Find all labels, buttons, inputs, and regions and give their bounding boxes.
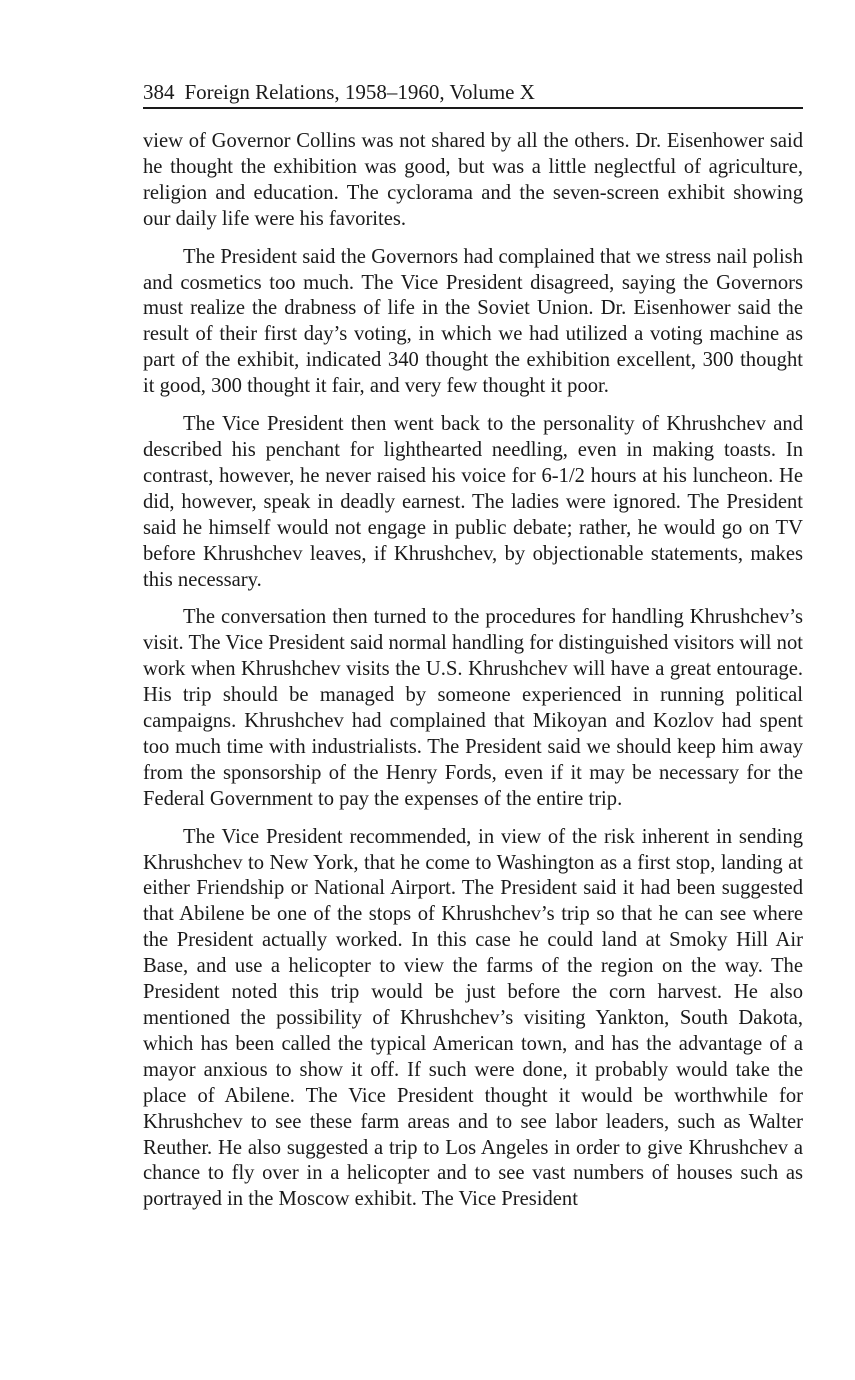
body-text bbox=[143, 129, 803, 1213]
paragraph-continued: view of Governor Collins was not shared by all the others. Dr. Eisenhower said he thought the exhibition was good, but was a little neglectful of agriculture, religion and education. The cyclorama and the seven-screen exhibit showing our daily life were his favorites. bbox=[143, 130, 803, 230]
document-page bbox=[143, 78, 803, 1225]
running-header bbox=[143, 78, 803, 109]
paragraph: The Vice President recommended, in view of the risk inherent in sending Khrushchev to New York, that he come to Washington as a first stop, landing at either Friendship or National Airport. The President said it had been suggested that Abilene be one of the stops of Khrushchev’s trip so that he can see where the President actually worked. In this case he could land at Smoky Hill Air Base, and use a helicopter to view the farms of the region on the way. The President noted this trip would be just before the corn harvest. He also mentioned the possibility of Khrushchev’s visiting Yankton, South Dakota, which has been called the typical American town, and has the advantage of a mayor anxious to show it off. If such were done, it probably would take the place of Abilene. The Vice President thought it would be worthwhile for Khrushchev to see these farm areas and to see labor leaders, such as Walter Reuther. He also suggested a trip to Los Angeles in order to give Khrushchev a chance to fly over in a helicopter and to see vast numbers of houses such as portrayed in the Moscow exhibit. The Vice President bbox=[143, 825, 803, 1211]
paragraph: The President said the Governors had complained that we stress nail polish and cosmetics too much. The Vice President disagreed, saying the Governors must realize the drabness of life in the Soviet Union. Dr. Eisenhower said the result of their first day’s voting, in which we had utilized a voting machine as part of the exhibit, indicated 340 thought the exhibition excellent, 300 thought it good, 300 thought it fair, and very few thought it poor. bbox=[143, 245, 803, 398]
paragraph: The conversation then turned to the procedures for handling Khrushchev’s visit. The Vice President said normal handling for distinguished visitors will not work when Khrushchev visits the U.S. Khrushchev will have a great entourage. His trip should be managed by someone experienced in running political campaigns. Khrushchev had complained that Mikoyan and Kozlov had spent too much time with industrialists. The President said we should keep him away from the sponsorship of the Henry Fords, even if it may be necessary for the Federal Government to pay the expenses of the entire trip. bbox=[143, 606, 803, 810]
page-number: 384 bbox=[143, 80, 175, 104]
running-header-title: Foreign Relations, 1958–1960, Volume X bbox=[184, 80, 535, 104]
paragraph: The Vice President then went back to the personality of Khrushchev and described his penchant for lighthearted needling, even in making toasts. In contrast, however, he never raised his voice for 6-1/2 hours at his luncheon. He did, however, speak in deadly earnest. The ladies were ignored. The President said he himself would not engage in public debate; rather, he would go on TV before Khrushchev leaves, if Khrushchev, by objectionable statements, makes this necessary. bbox=[143, 413, 803, 591]
